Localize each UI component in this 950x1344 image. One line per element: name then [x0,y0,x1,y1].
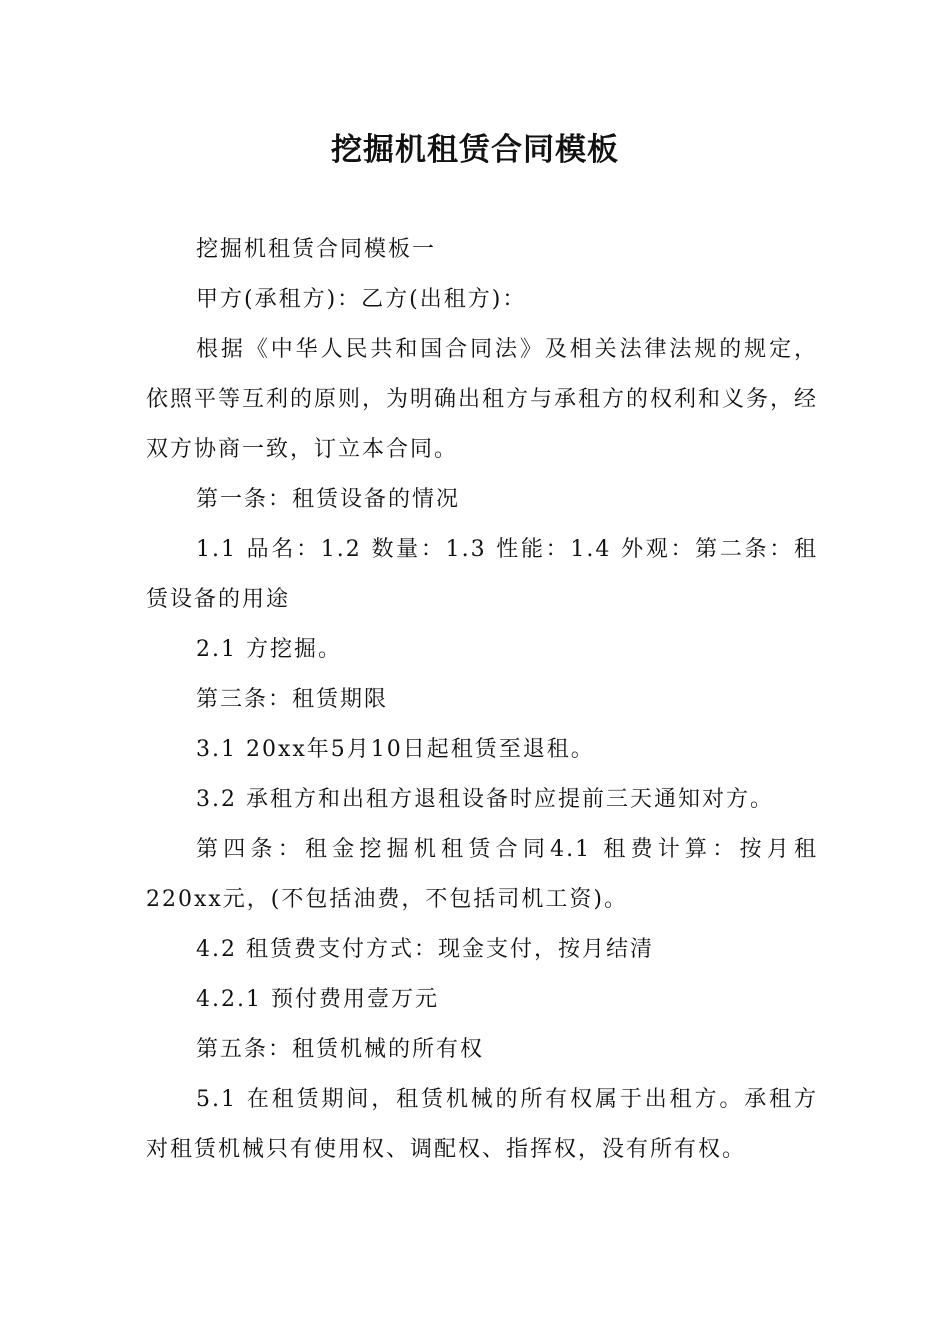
paragraph-clause-3-2: 3.2 承租方和出租方退租设备时应提前三天通知对方。 [196,787,774,812]
paragraph-clause-4-2: 4.2 租赁费支付方式：现金支付，按月结清 [196,937,654,962]
paragraph-parties: 甲方(承租方)：乙方(出租方)： [196,287,527,312]
paragraph-preamble: 根据《中华人民共和国合同法》及相关法律法规的规定， 依照平等互利的原则，为明确出租方与承租方的权利和义务，经双方协商一致，订立本合同。 [146,337,819,462]
paragraph-article-5: 第五条：租赁机械的所有权 [196,1037,485,1062]
paragraph-heading: 挖掘机租赁合同模板一 [196,237,437,262]
paragraph-article-3: 第三条：租赁期限 [196,687,389,712]
paragraph-clause-5-1: 5.1 在租赁期间，租赁机械的所有权属于出租方。承租方对租赁机械只有使用权、调配权、指挥权，没有所有权。 [146,1087,818,1162]
paragraph-article-1: 第一条：租赁设备的情况 [196,487,461,512]
document-body [146,225,818,1175]
paragraph-clause-4-2-1: 4.2.1 预付费用壹万元 [196,987,439,1012]
paragraph-article-4: 第四条：租金挖掘机租赁合同4.1 租费计算：按月租220xx元，(不包括油费，不包括司机工资)。 [146,837,818,912]
paragraph-clause-1-1: 1.1 品名：1.2 数量：1.3 性能：1.4 外观：第二条：租赁设备的用途 [146,537,818,612]
paragraph-clause-2-1: 2.1 方挖掘。 [196,637,342,662]
document-title: 挖掘机租赁合同模板 [331,132,619,168]
paragraph-clause-3-1: 3.1 20xx年5月10日起租赁至退租。 [196,737,595,762]
